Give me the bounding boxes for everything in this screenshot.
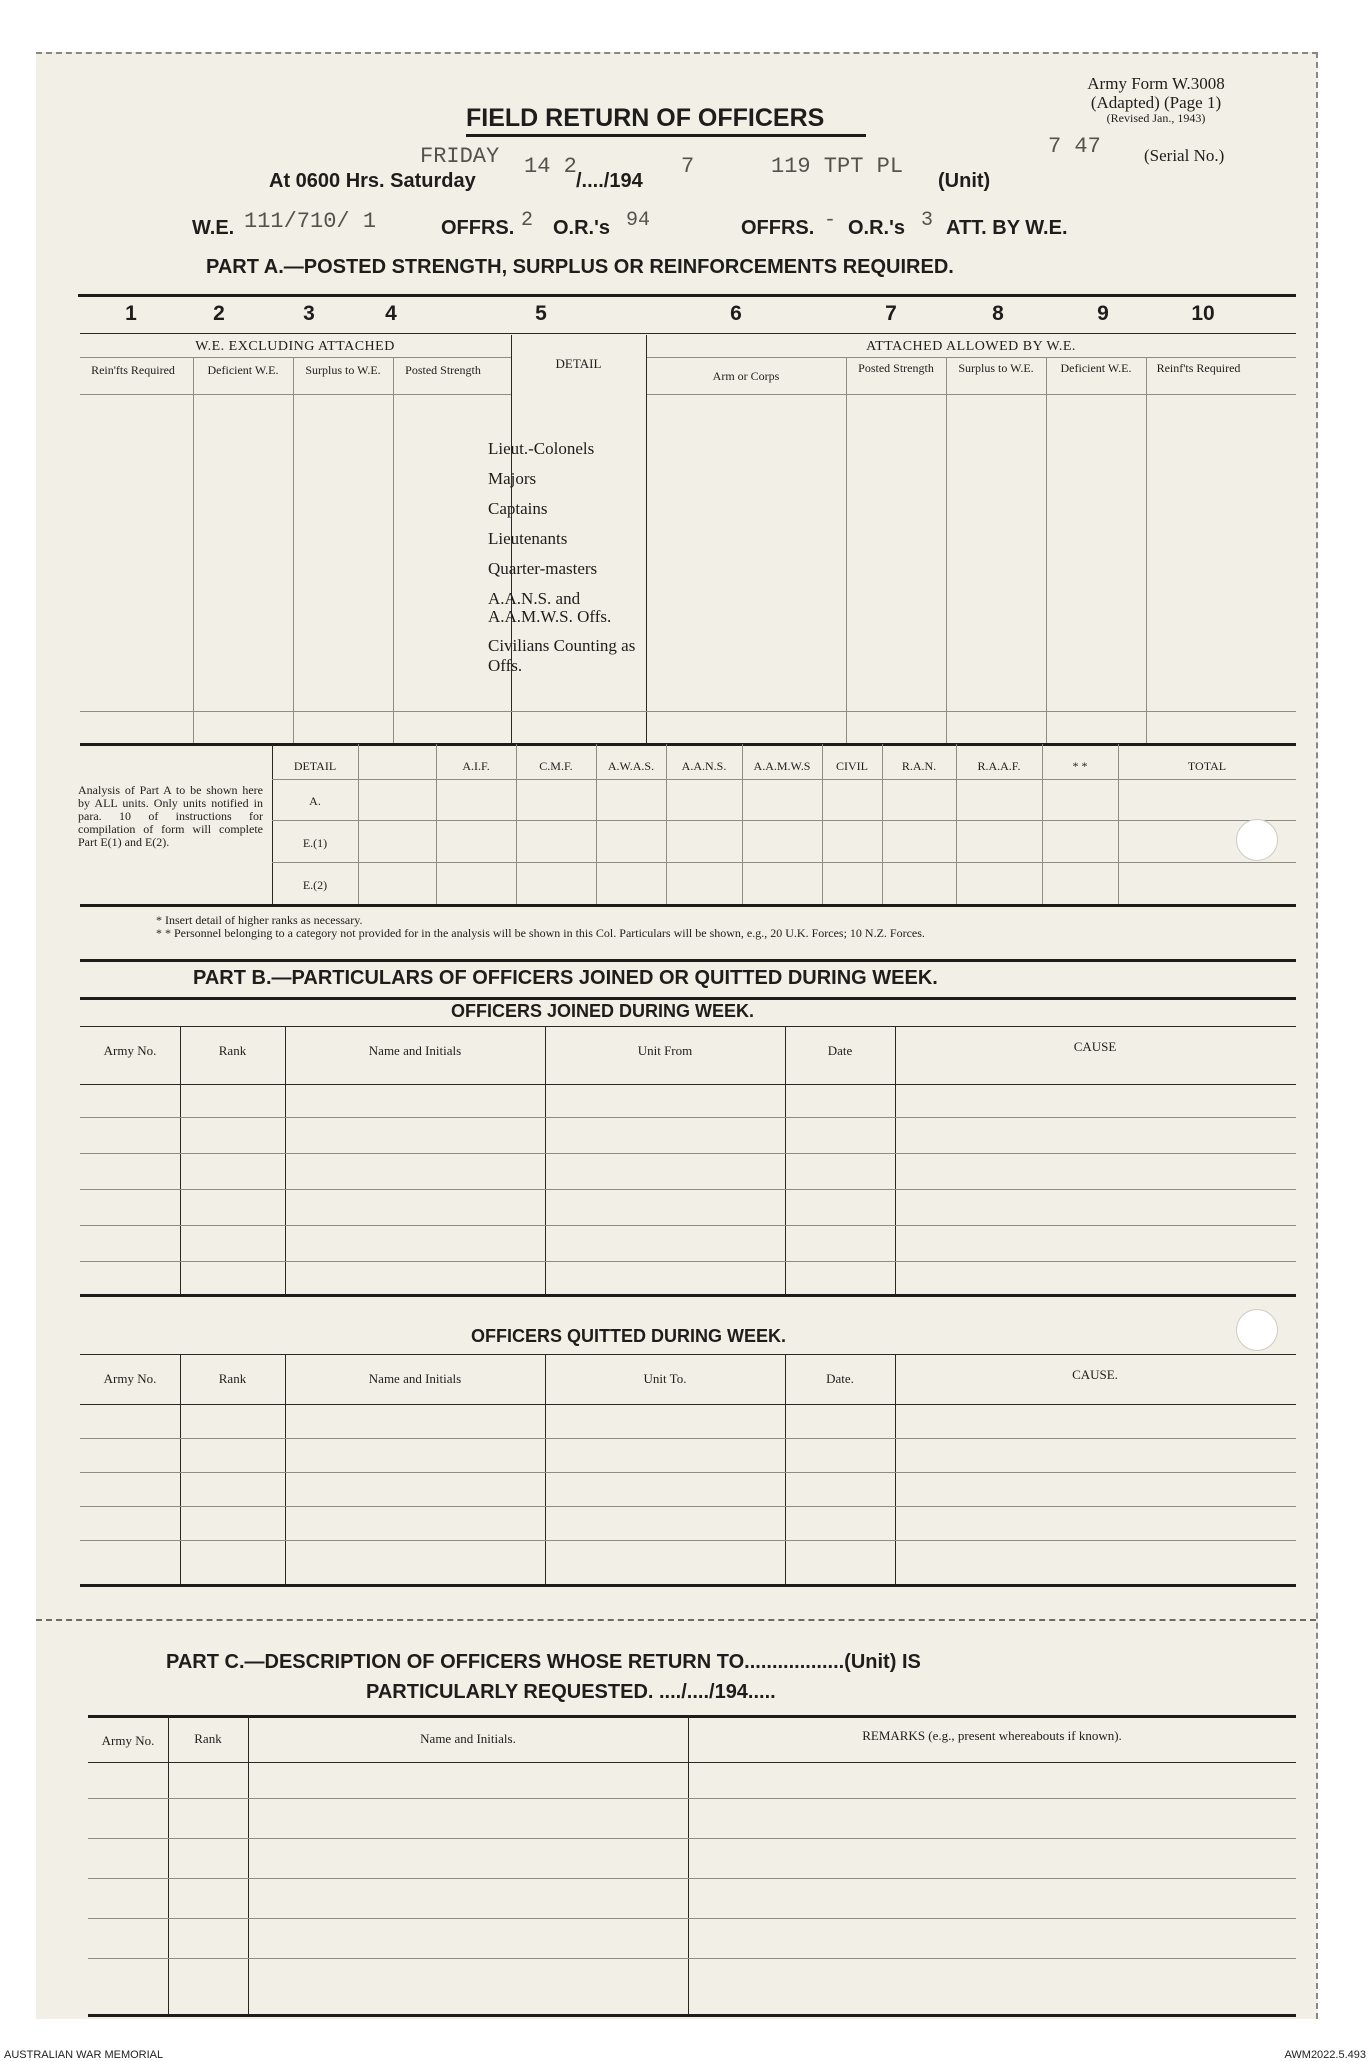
analysis-header-total: TOTAL (1187, 759, 1227, 773)
ors-label: O.R.'s (553, 217, 610, 239)
rank-captains: Captains (488, 499, 548, 518)
offrs2-label: OFFRS. (741, 217, 815, 239)
analysis-header-ran: R.A.N. (901, 759, 937, 773)
joined-div-3 (545, 1026, 546, 1294)
col-reinfts-required: Rein'fts Required (91, 363, 175, 377)
army-form-number: Army Form W.3008 (1087, 74, 1225, 93)
quitted-row-line (80, 1540, 1296, 1541)
unit-label: (Unit) (938, 170, 991, 192)
col-num-8: 8 (992, 302, 1004, 325)
part-c-top-rule (88, 1715, 1296, 1718)
quitted-div-2 (285, 1354, 286, 1584)
quitted-col-name: Name and Initials (368, 1371, 462, 1386)
col-att-surplus: Surplus to W.E. (958, 361, 1034, 375)
part-c-col-name: Name and Initials. (420, 1731, 516, 1746)
att-sub-rule (646, 357, 1296, 358)
analysis-row-e1: E.(1) (302, 836, 328, 850)
analysis-header-aamws: A.A.M.W.S (753, 759, 811, 773)
form-id-block (1036, 74, 1276, 125)
ors-typed: 94 (626, 209, 651, 232)
quitted-col-date: Date. (826, 1371, 854, 1386)
rank-lieut-colonels: Lieut.-Colonels (488, 439, 595, 458)
col-surplus-we: Surplus to W.E. (305, 363, 381, 377)
serial-label: (Serial No.) (1144, 146, 1225, 165)
right-divider-4 (1146, 357, 1147, 745)
col-posted-strength: Posted Strength (405, 363, 481, 377)
quitted-title: OFFICERS QUITTED DURING WEEK. (471, 1326, 786, 1346)
analysis-header-aif: A.I.F. (462, 759, 490, 773)
we-excluding-header: W.E. EXCLUDING ATTACHED (195, 339, 395, 354)
footer-accession: AWM2022.5.493 (1284, 2049, 1366, 2061)
analysis-row-e2: E.(2) (302, 878, 328, 892)
left-divider-2 (293, 357, 294, 745)
left-header-rule (80, 394, 511, 395)
joined-header-bottom (80, 1084, 1296, 1085)
part-c-div-3 (688, 1715, 689, 2015)
quitted-header-top (80, 1354, 1296, 1355)
quitted-col-army-no: Army No. (103, 1371, 157, 1386)
rank-list (488, 434, 638, 676)
right-divider-3 (1046, 357, 1047, 745)
col-arm-corps: Arm or Corps (712, 369, 780, 383)
col-num-3: 3 (303, 302, 315, 325)
we-sub-rule (80, 357, 511, 358)
part-c-col-remarks: REMARKS (e.g., present whereabouts if known). (862, 1728, 1122, 1743)
analysis-bottom-rule (80, 904, 1296, 907)
col-num-9: 9 (1097, 302, 1109, 325)
part-c-row-line (88, 1918, 1296, 1919)
part-b-title-rule (80, 997, 1296, 1000)
perforation-line (36, 1619, 1316, 1621)
title-underline (466, 134, 866, 137)
col-num-5: 5 (535, 302, 547, 325)
rank-majors: Majors (488, 469, 537, 488)
punch-hole (1236, 1309, 1278, 1351)
joined-div-2 (285, 1026, 286, 1294)
detail-right-border (646, 335, 647, 745)
quitted-col-rank: Rank (218, 1371, 247, 1386)
col-att-posted: Posted Strength (858, 361, 934, 375)
form-title: FIELD RETURN OF OFFICERS (466, 104, 825, 132)
analysis-rule-3 (272, 862, 1296, 863)
quitted-row-line (80, 1506, 1296, 1507)
col-num-10: 10 (1191, 302, 1215, 325)
ors2-label: O.R.'s (848, 217, 905, 239)
quitted-row-line (80, 1438, 1296, 1439)
analysis-header-cmf: C.M.F. (539, 759, 573, 773)
rank-quarter-masters: Quarter-masters (488, 559, 598, 578)
col-att-reinfts: Reinf'ts Required (1156, 361, 1241, 375)
quitted-div-4 (785, 1354, 786, 1584)
joined-row-line (80, 1153, 1296, 1154)
footer-institution: AUSTRALIAN WAR MEMORIAL (4, 2049, 164, 2061)
joined-title: OFFICERS JOINED DURING WEEK. (451, 1001, 755, 1021)
joined-header-top (80, 1026, 1296, 1027)
col-num-4: 4 (385, 302, 397, 325)
quitted-bottom-rule (80, 1584, 1296, 1587)
left-divider-1 (193, 357, 194, 745)
quitted-div-1 (180, 1354, 181, 1584)
col-deficient-we: Deficient W.E. (207, 363, 279, 377)
typed-unit: 119 TPT PL (771, 154, 904, 179)
joined-row-line (80, 1225, 1296, 1226)
att-label: ATT. BY W.E. (946, 217, 1068, 239)
part-b-title: PART B.—PARTICULARS OF OFFICERS JOINED OR QUITTED DURING WEEK. (193, 967, 938, 989)
analysis-header-raaf: R.A.A.F. (977, 759, 1021, 773)
rank-aans-aamws: A.A.N.S. and A.A.M.W.S. Offs. (488, 589, 612, 626)
quitted-div-5 (895, 1354, 896, 1584)
analysis-divider-1 (358, 744, 359, 904)
joined-col-unit-from: Unit From (637, 1043, 693, 1058)
analysis-rule-2 (272, 820, 1296, 821)
joined-bottom-rule (80, 1294, 1296, 1297)
offrs-label: OFFRS. (441, 217, 515, 239)
analysis-rule-1 (272, 779, 1296, 780)
adapted-label: (Adapted) (Page 1) (1090, 93, 1222, 112)
joined-col-date: Date (827, 1043, 853, 1058)
part-c-header-bottom (88, 1762, 1296, 1763)
joined-col-cause: CAUSE (1073, 1039, 1117, 1054)
joined-div-4 (785, 1026, 786, 1294)
part-c-bottom-rule (88, 2014, 1296, 2017)
part-b-top-rule (80, 959, 1296, 962)
quitted-row-line (80, 1472, 1296, 1473)
joined-div-1 (180, 1026, 181, 1294)
attached-allowed-header: ATTACHED ALLOWED BY W.E. (866, 339, 1076, 354)
col-num-2: 2 (213, 302, 225, 325)
typed-year: 7 (681, 154, 695, 179)
numbers-rule (80, 333, 1296, 334)
footnote-1: * Insert detail of higher ranks as necessary. (156, 913, 363, 927)
revised-label: (Revised Jan., 1943) (1106, 111, 1206, 125)
ors2-typed: 3 (921, 209, 934, 232)
right-divider-2 (946, 357, 947, 745)
part-c-row-line (88, 1878, 1296, 1879)
joined-col-army-no: Army No. (103, 1043, 157, 1058)
part-a-title: PART A.—POSTED STRENGTH, SURPLUS OR REINFORCEMENTS REQUIRED. (206, 256, 954, 278)
footnote-2: * * Personnel belonging to a category not provided for in the analysis will be shown in this Col. Particulars will be shown, e.g., 20 U.K. Forces; 10 N.Z. Forces. (156, 926, 925, 940)
col-att-deficient: Deficient W.E. (1060, 361, 1132, 375)
rank-civilians: Civilians Counting as Offs. (488, 636, 636, 675)
analysis-header-detail: DETAIL (293, 759, 337, 773)
joined-row-line (80, 1117, 1296, 1118)
quitted-div-3 (545, 1354, 546, 1584)
col-num-1: 1 (125, 302, 137, 325)
col-detail: DETAIL (555, 356, 602, 371)
typed-day: FRIDAY (420, 144, 500, 169)
part-a-bottom-rule-2 (80, 743, 1296, 746)
joined-col-rank: Rank (218, 1043, 247, 1058)
form-sheet (36, 52, 1318, 2019)
we-label: W.E. (192, 217, 235, 239)
quitted-header-bottom (80, 1404, 1296, 1405)
joined-row-line (80, 1261, 1296, 1262)
analysis-header-awas: A.W.A.S. (607, 759, 655, 773)
joined-row-line (80, 1189, 1296, 1190)
punch-hole (1236, 819, 1278, 861)
part-c-col-army-no: Army No. (101, 1733, 155, 1748)
date-mid: /..../194 (576, 170, 643, 192)
joined-div-5 (895, 1026, 896, 1294)
quitted-col-cause: CAUSE. (1072, 1367, 1118, 1382)
col-num-7: 7 (885, 302, 897, 325)
analysis-note: Analysis of Part A to be shown here by ALL units. Only units notified in para. 10 of instructions for compilation of form will complete Part E(1) and E(2). (78, 783, 263, 849)
at-hours-label: At 0600 Hrs. Saturday (269, 170, 476, 192)
typed-date: 14 2 (524, 154, 577, 179)
we-typed: 111/710/ 1 (244, 209, 377, 234)
typed-serial: 7 47 (1048, 134, 1101, 159)
quitted-col-unit-to: Unit To. (643, 1371, 687, 1386)
col-num-6: 6 (730, 302, 742, 325)
part-c-row-line (88, 1798, 1296, 1799)
analysis-row-a: A. (309, 794, 321, 808)
part-c-div-1 (168, 1715, 169, 2015)
analysis-header-aans: A.A.N.S. (681, 759, 727, 773)
right-header-rule (646, 394, 1296, 395)
analysis-header-civil: CIVIL (836, 759, 868, 773)
analysis-header-other: * * (1072, 759, 1088, 773)
right-divider-1 (846, 357, 847, 745)
left-divider-3 (393, 357, 394, 745)
part-c-div-2 (248, 1715, 249, 2015)
part-c-col-rank: Rank (194, 1731, 222, 1746)
part-c-title-2: PARTICULARLY REQUESTED. ..../..../194..... (366, 1681, 776, 1703)
part-c-title-1: PART C.—DESCRIPTION OF OFFICERS WHOSE RETURN TO..................(Unit) IS (166, 1651, 921, 1673)
rank-lieutenants: Lieutenants (488, 529, 568, 548)
part-a-top-rule (78, 294, 1296, 297)
part-a-bottom-rule-1 (80, 711, 1296, 712)
offrs-typed: 2 (521, 209, 534, 232)
joined-col-name: Name and Initials (368, 1043, 462, 1058)
part-c-row-line (88, 1958, 1296, 1959)
offrs2-typed: - (824, 209, 837, 232)
part-c-row-line (88, 1838, 1296, 1839)
